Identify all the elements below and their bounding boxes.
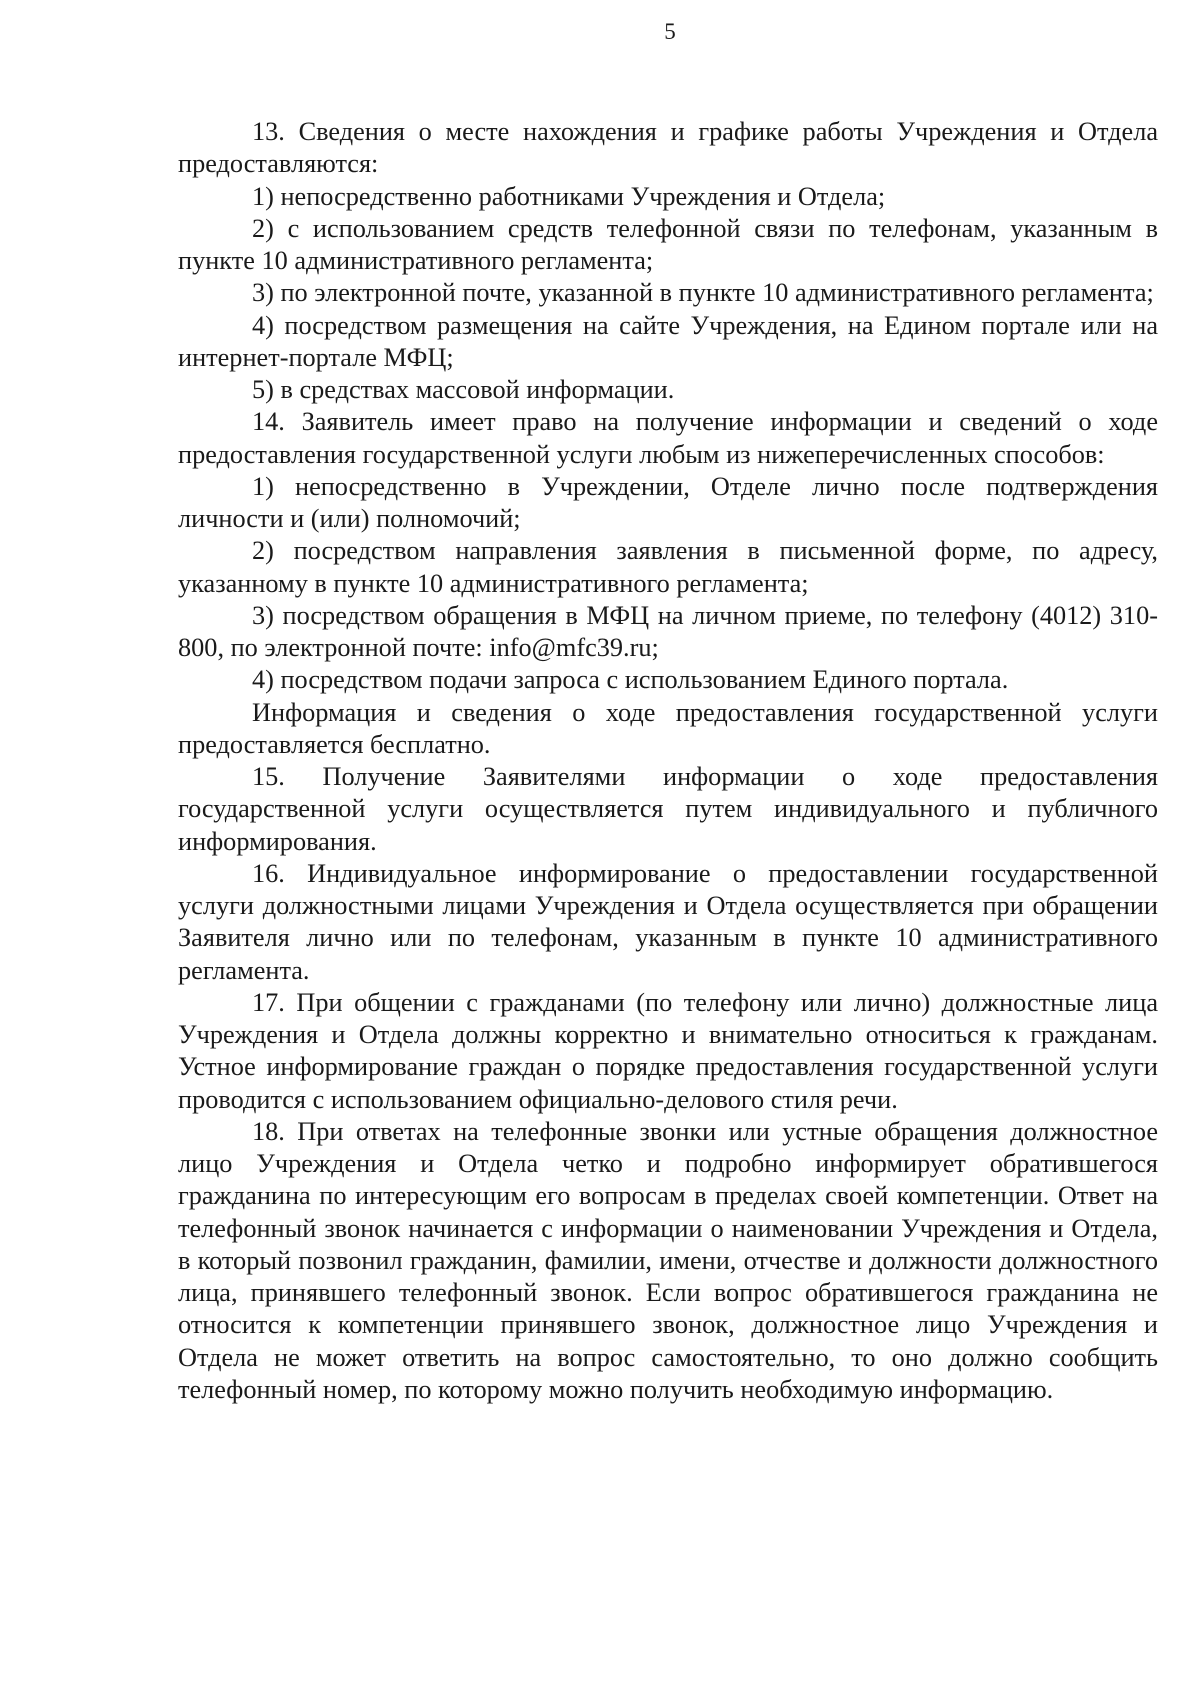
list-item-13-1: 1) непосредственно работниками Учреждения и Отдела; <box>252 181 886 211</box>
list-item-14-1: 1) непосредственно в Учреждении, Отделе лично после подтверждения личности и (или) полномочий; <box>178 471 1158 533</box>
paragraph-13: 13. Сведения о месте нахождения и графике работы Учреждения и Отдела предоставляются: <box>178 117 1158 179</box>
paragraph-15: 15. Получение Заявителями информации о ходе предоставления государственной услуги осуществляется путем индивидуального и публичного информирования. <box>178 762 1158 856</box>
paragraph-17: 17. При общении с гражданами (по телефону или лично) должностные лица Учреждения и Отдела должны корректно и внимательно относиться к гражданам. Устное информирование граждан о порядке предоставления государственной услуги проводится с использованием официально-делового стиля речи. <box>178 987 1158 1114</box>
list-item-14-4: 4) посредством подачи запроса с использованием Единого портала. <box>252 665 1009 695</box>
paragraph-14-note: Информация и сведения о ходе предоставления государственной услуги предоставляется бесплатно. <box>178 697 1158 759</box>
list-item-13-5: 5) в средствах массовой информации. <box>252 375 675 404</box>
list-item-13-4: 4) посредством размещения на сайте Учреждения, на Едином портале или на интернет-портале МФЦ; <box>178 310 1158 372</box>
list-item-14-3: 3) посредством обращения в МФЦ на личном приеме, по телефону (4012) 310-800, по электронной почте: info@mfc39.ru; <box>178 600 1158 662</box>
list-item-13-2: 2) с использованием средств телефонной связи по телефонам, указанным в пункте 10 административного регламента; <box>178 213 1158 275</box>
paragraph-14: 14. Заявитель имеет право на получение информации и сведений о ходе предоставления государственной услуги любым из нижеперечисленных способов: <box>178 407 1158 469</box>
document-body <box>178 116 1158 1406</box>
list-item-14-2: 2) посредством направления заявления в письменной форме, по адресу, указанному в пункте 10 административного регламента; <box>178 536 1158 598</box>
page-number: 5 <box>664 19 676 44</box>
paragraph-16: 16. Индивидуальное информирование о предоставлении государственной услуги должностными лицами Учреждения и Отдела осуществляется при обращении Заявителя лично или по телефонам, указанным в пункте 10 административного регламента. <box>178 858 1158 985</box>
paragraph-18: 18. При ответах на телефонные звонки или устные обращения должностное лицо Учреждения и Отдела четко и подробно информирует обратившегося гражданина по интересующим его вопросам в пределах своей компетенции. Ответ на телефонный звонок начинается с информации о наименовании Учреждения и Отдела, в который позвонил гражданин, фамилии, имени, отчестве и должности должностного лица, принявшего телефонный звонок. Если вопрос обратившегося гражданина не относится к компетенции принявшего звонок, должностное лицо Учреждения и Отдела не может ответить на вопрос самостоятельно, то оно должно сообщить телефонный номер, по которому можно получить необходимую информацию. <box>178 1116 1158 1404</box>
list-item-13-3: 3) по электронной почте, указанной в пункте 10 административного регламента; <box>252 278 1154 308</box>
